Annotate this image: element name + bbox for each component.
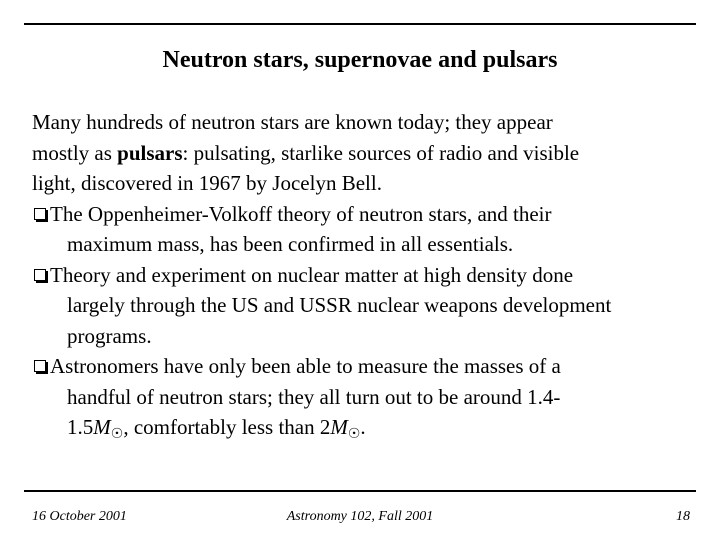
footer-course: Astronomy 102, Fall 2001 [286,509,434,524]
checkbox-bullet-icon [34,360,46,372]
bullet-line: maximum mass, has been confirmed in all essentials. [67,232,514,256]
checkbox-bullet-icon [34,208,46,220]
slide-body [32,107,704,450]
intro-paragraph [32,107,704,199]
footer-date: 16 October 2001 [32,509,127,524]
bullet-item [32,260,704,352]
top-rule [24,23,696,25]
bullet-line: programs. [67,323,152,348]
bullet-line: Theory and experiment on nuclear matter at high density done [50,262,574,287]
intro-line: Many hundreds of neutron stars are known today; they appear [32,110,553,134]
bullet-line: The Oppenheimer-Volkoff theory of neutron stars, and their [50,201,552,226]
bullet-line: handful of neutron stars; they all turn out to be around 1.4- [67,384,561,409]
solar-mass-symbol: M [93,415,111,439]
bullet-list [32,199,704,450]
pulsars-term: pulsars [117,140,183,165]
bottom-rule [24,490,696,492]
slide-title: Neutron stars, supernovae and pulsars [162,47,558,73]
bullet-line: Astronomers have only been able to measure the masses of a [50,354,561,378]
sun-symbol-icon: ☉ [110,426,124,442]
footer-page-number: 18 [676,509,690,524]
sun-symbol-icon: ☉ [347,426,361,442]
intro-line: mostly as pulsars: pulsating, starlike sources of radio and visible [32,140,580,165]
checkbox-bullet-icon [34,269,46,281]
bullet-item [32,351,704,450]
solar-mass-symbol: M [330,415,348,439]
intro-line: light, discovered in 1967 by Jocelyn Bell. [32,171,382,195]
bullet-line: 1.5M☉, comfortably less than 2M☉. [67,415,366,442]
bullet-item [32,199,704,260]
bullet-line: largely through the US and USSR nuclear weapons development [67,293,612,317]
